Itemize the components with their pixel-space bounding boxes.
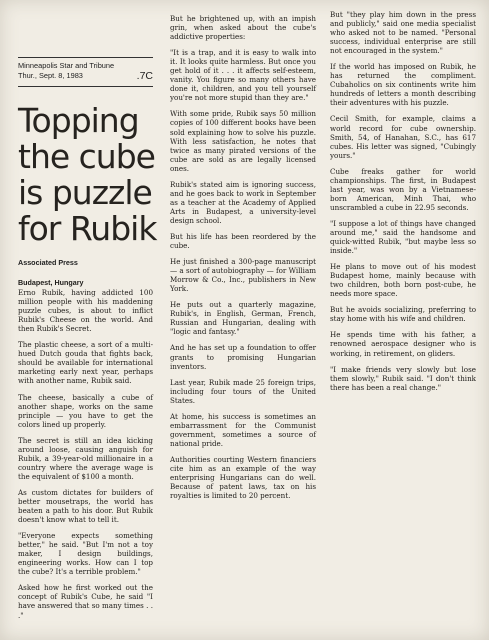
paragraph: If the world has imposed on Rubik, he has returned the compliment. Cubaholics on six continents write him hundreds of letters a month describing their adventures with his puzzle. — [330, 62, 476, 108]
paragraph: The secret is still an idea kicking around loose, causing anguish for Rubik, a 39-year-old millionaire in a country where the average wage is the equivalent of $100 a month. — [18, 435, 153, 481]
headline-line-2: the cube — [18, 137, 155, 176]
paragraph: Asked how he first worked out the concept of Rubik's Cube, he said "I have answered that so many times . . ." — [18, 583, 153, 620]
paragraph: He plans to move out of his modest Budapest home, mainly because with two children, both born post-cube, he needs more space. — [330, 262, 476, 299]
paragraph: Erno Rubik, having addicted 100 million people with his maddening puzzle cubes, is about to inflict Rubik's Cheese on the world. And then Rubik's Secret. — [18, 288, 153, 334]
paragraph: But he brightened up, with an impish grin, when asked about the cube's addictive properties: — [170, 14, 316, 42]
paragraph: "It is a trap, and it is easy to walk into it. It looks quite harmless. But once you get hold of it . . . it affects self-esteem, vanity. You figure so many others have done it, children, and you tell yourself you're not more stupid than they are." — [170, 48, 316, 103]
paragraph: The plastic cheese, a sort of a multi-hued Dutch gouda that fights back, should be available for international marketing early next year, perhaps with another name, Rubik said. — [18, 340, 153, 386]
paragraph: "I suppose a lot of things have changed around me," said the handsome and quick-witted Rubik, "but maybe less so inside." — [330, 218, 476, 256]
headline-line-1: Topping — [18, 101, 139, 140]
paper-name: Minneapolis Star and Tribune — [18, 61, 115, 70]
paragraph: With some pride, Rubik says 50 million copies of 100 different books have been sold explaining how to solve his puzzle. With less satisfaction, he notes that twice as many pirated versions of the cube are sold as are legally licensed ones. — [170, 109, 316, 173]
paragraph: As custom dictates for builders of better mousetraps, the world has beaten a path to his door. But Rubik doesn't know what to tell it. — [18, 487, 153, 525]
paragraph: "I make friends very slowly but lose them slowly," Rubik said. "I don't think there has been a real change." — [330, 364, 476, 392]
paragraph: But "they play him down in the press and publicly," said one media specialist who asked not to be named. "Personal success, individual enterprise are still not encouraged in the system." — [330, 10, 476, 56]
masthead-top-rule — [18, 57, 153, 58]
paragraph: Rubik's stated aim is ignoring success, and he goes back to work in September as a teacher at the Academy of Applied Arts in Budapest, a university-level design school. — [170, 179, 316, 225]
paragraph: Authorities courting Western financiers cite him as an example of the way enterprising Hungarians can do well. Because of patent laws, tax on his royalties is limited to 20 percent. — [170, 454, 316, 501]
paragraph: At home, his success is sometimes an embarrassment for the Communist government, sometimes a source of national pride. — [170, 411, 316, 448]
paragraph: And he has set up a foundation to offer grants to promising Hungarian inventors. — [170, 343, 316, 371]
headline — [18, 103, 158, 247]
paragraph: "Everyone expects something better," he said. "But I'm not a toy maker, I design buildings, engineering works. How can I top the cube? It's a terrible problem." — [18, 531, 153, 577]
page-number: .7C — [136, 70, 153, 82]
paragraph: Cube freaks gather for world championships. The first, in Budapest last year, was won by a Vietnamese-born American, Minh Thai, who unscrambled a cube in 22.95 seconds. — [330, 166, 476, 212]
headline-line-3: is puzzle — [18, 173, 152, 212]
article-column-2 — [170, 14, 316, 507]
article-column-1 — [18, 279, 153, 627]
byline: Associated Press — [18, 258, 78, 267]
masthead — [18, 61, 153, 81]
issue-date: Thur., Sept. 8, 1983 — [18, 71, 83, 80]
paragraph: Last year, Rubik made 25 foreign trips, including four tours of the United States. — [170, 377, 316, 405]
paragraph: Cecil Smith, for example, claims a world record for cube ownership. Smith, 54, of Hanahan, S.C., has 617 cubes. His letter was signed, "Cubingly yours." — [330, 114, 476, 160]
paragraph: But he avoids socializing, preferring to stay home with his wife and children. — [330, 305, 476, 324]
article-column-3 — [330, 10, 476, 399]
paragraph: But his life has been reordered by the cube. — [170, 231, 316, 251]
paragraph: He spends time with his father, a renowned aerospace designer who is working, in retirement, on gliders. — [330, 330, 476, 358]
dateline: Budapest, Hungary — [18, 279, 84, 287]
headline-line-4: for Rubik — [18, 209, 157, 248]
paragraph: The cheese, basically a cube of another shape, works on the same principle — you have to get the colors lined up properly. — [18, 392, 153, 429]
paragraph: He puts out a quarterly magazine, Rubik's, in English, German, French, Russian and Hungarian, dealing with "logic and fantasy." — [170, 300, 316, 337]
masthead-bottom-rule — [18, 86, 153, 87]
paragraph: He just finished a 300-page manuscript — a sort of autobiography — for William Morrow & Co., Inc., publishers in New York. — [170, 257, 316, 294]
